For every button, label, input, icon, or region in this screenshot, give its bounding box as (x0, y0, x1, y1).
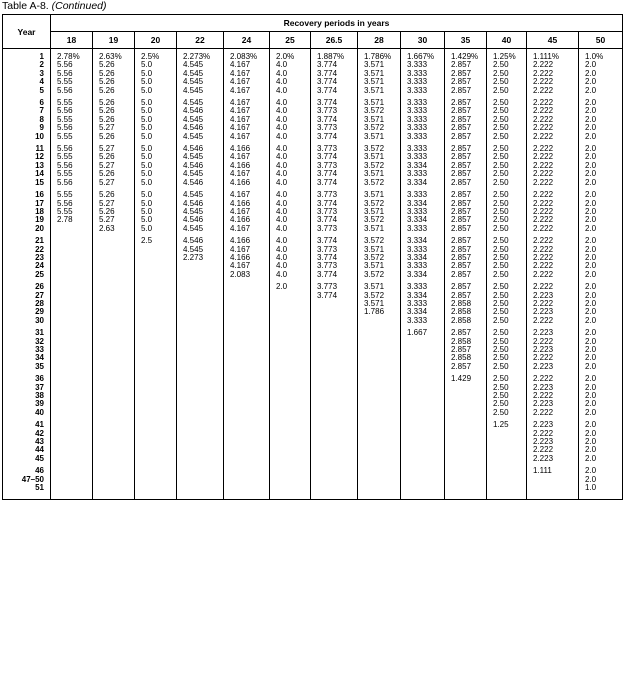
rate-cell: 4.546 4.545 2.273 (177, 233, 224, 279)
table-body (3, 49, 623, 500)
rate-cell: 2.50 2.50 2.50 2.50 2.50 (487, 95, 527, 141)
rate-cell (93, 279, 135, 325)
rate-cell (224, 417, 270, 463)
rate-cell (135, 417, 177, 463)
table-number: Table A-8. (2, 0, 49, 12)
rate-cell: 1.429% 2.857 2.857 2.857 2.857 (445, 49, 487, 96)
rate-cell (224, 279, 270, 325)
year-cell: 11 12 13 14 15 (3, 141, 51, 187)
year-cell: 46 47–50 51 (3, 463, 51, 499)
rate-cell (358, 417, 401, 463)
rate-cell: 2.0 2.0 1.0 (579, 463, 623, 499)
year-group-row (3, 95, 623, 141)
rate-cell: 3.773 3.774 3.773 3.774 3.773 (311, 187, 358, 233)
rate-cell: 3.333 3.334 3.333 3.334 3.333 (401, 187, 445, 233)
year-group-row (3, 417, 623, 463)
year-cell: 6 7 8 9 10 (3, 95, 51, 141)
rate-cell: 2.222 2.222 2.222 2.222 2.222 (527, 187, 579, 233)
rate-cell: 2.222 2.223 2.222 2.223 2.222 (527, 279, 579, 325)
rate-cell (51, 233, 93, 279)
continued-label: (Continued) (51, 0, 107, 12)
rate-cell (358, 463, 401, 499)
year-group-row (3, 325, 623, 371)
rate-cell: 1.111 (527, 463, 579, 499)
period-header: 50 (579, 32, 623, 49)
period-header: 18 (51, 32, 93, 49)
rate-cell (135, 279, 177, 325)
rate-cell (224, 325, 270, 371)
rate-cell: 3.774 3.773 3.774 3.773 3.774 (311, 95, 358, 141)
rate-cell: 2.222 2.223 2.222 2.223 2.222 (527, 371, 579, 417)
rate-cell (51, 463, 93, 499)
year-cell: 21 22 23 24 25 (3, 233, 51, 279)
rate-cell: 3.571 3.572 3.571 1.786 (358, 279, 401, 325)
rate-cell (135, 325, 177, 371)
year-group-row (3, 49, 623, 96)
rate-cell (311, 325, 358, 371)
rate-cell: 2.78% 5.56 5.56 5.55 5.56 (51, 49, 93, 96)
rate-cell: 3.572 3.571 3.572 3.571 3.572 (358, 233, 401, 279)
rate-cell: 2.0 2.0 2.0 2.0 2.0 (579, 233, 623, 279)
rate-cell: 2.50 2.50 2.50 2.50 2.50 (487, 187, 527, 233)
rate-cell: 2.50 2.50 2.50 2.50 2.50 (487, 325, 527, 371)
rate-cell: 5.0 5.0 5.0 5.0 5.0 (135, 187, 177, 233)
rate-cell (224, 371, 270, 417)
rate-cell: 2.5 (135, 233, 177, 279)
rate-cell (311, 417, 358, 463)
rate-cell: 1.667% 3.333 3.333 3.333 3.333 (401, 49, 445, 96)
rate-cell (311, 371, 358, 417)
rate-cell: 2.083% 4.167 4.167 4.167 4.167 (224, 49, 270, 96)
rate-cell: 1.667 (401, 325, 445, 371)
rate-cell: 3.333 3.333 3.333 3.333 3.333 (401, 95, 445, 141)
rate-cell: 4.167 4.167 4.167 4.167 4.167 (224, 95, 270, 141)
rate-cell (358, 325, 401, 371)
rate-cell: 2.63% 5.26 5.26 5.26 5.26 (93, 49, 135, 96)
rate-cell: 2.50 2.50 2.50 2.50 2.50 (487, 233, 527, 279)
rate-cell (51, 279, 93, 325)
period-header: 35 (445, 32, 487, 49)
period-header: 30 (401, 32, 445, 49)
rate-cell: 2.50 2.50 2.50 2.50 2.50 (487, 279, 527, 325)
rate-cell: 2.0 2.0 2.0 2.0 2.0 (579, 371, 623, 417)
rate-cell (177, 371, 224, 417)
rate-cell: 5.0 5.0 5.0 5.0 5.0 (135, 95, 177, 141)
rate-cell (135, 371, 177, 417)
rate-cell: 2.857 2.857 2.857 2.857 2.857 (445, 95, 487, 141)
rate-cell: 2.857 2.857 2.857 2.857 2.857 (445, 187, 487, 233)
rate-cell: 2.50 2.50 2.50 2.50 2.50 (487, 141, 527, 187)
rate-cell: 1.429 (445, 371, 487, 417)
period-header: 28 (358, 32, 401, 49)
year-group-row (3, 233, 623, 279)
rate-cell: 5.56 5.55 5.56 5.55 5.56 (51, 141, 93, 187)
rate-cell (93, 417, 135, 463)
rate-cell: 4.0 4.0 4.0 4.0 4.0 (270, 95, 311, 141)
rate-cell (51, 417, 93, 463)
rate-cell: 3.773 3.774 (311, 279, 358, 325)
rate-cell (270, 371, 311, 417)
rate-cell: 2.857 2.857 2.858 2.858 2.858 (445, 279, 487, 325)
year-cell: 1 2 3 4 5 (3, 49, 51, 96)
rate-cell: 5.26 5.27 5.26 5.27 2.63 (93, 187, 135, 233)
rate-cell (177, 463, 224, 499)
rate-cell: 2.50 2.50 2.50 2.50 2.50 (487, 371, 527, 417)
period-header: 25 (270, 32, 311, 49)
period-header: 19 (93, 32, 135, 49)
year-group-row (3, 187, 623, 233)
year-group-row (3, 371, 623, 417)
rate-cell (93, 371, 135, 417)
rate-cell: 1.25% 2.50 2.50 2.50 2.50 (487, 49, 527, 96)
rate-cell (51, 371, 93, 417)
rate-cell (270, 463, 311, 499)
rate-cell: 1.887% 3.774 3.774 3.774 3.774 (311, 49, 358, 96)
period-header: 20 (135, 32, 177, 49)
rate-cell: 1.111% 2.222 2.222 2.222 2.222 (527, 49, 579, 96)
rate-cell: 3.774 3.773 3.774 3.773 3.774 (311, 233, 358, 279)
year-group-row (3, 463, 623, 499)
period-header: 22 (177, 32, 224, 49)
rate-cell (93, 463, 135, 499)
rate-cell: 5.26 5.26 5.26 5.27 5.26 (93, 95, 135, 141)
period-header: 24 (224, 32, 270, 49)
rate-cell: 4.166 4.167 4.166 4.167 4.166 (224, 141, 270, 187)
rate-cell: 5.55 5.56 5.55 2.78 (51, 187, 93, 233)
rate-cell (311, 463, 358, 499)
rate-cell: 5.0 5.0 5.0 5.0 5.0 (135, 141, 177, 187)
rate-cell: 3.572 3.571 3.572 3.571 3.572 (358, 141, 401, 187)
rate-cell (135, 463, 177, 499)
rate-cell (270, 417, 311, 463)
rate-cell (177, 325, 224, 371)
rate-cell: 2.5% 5.0 5.0 5.0 5.0 (135, 49, 177, 96)
rate-cell: 2.0 2.0 2.0 2.0 2.0 (579, 95, 623, 141)
rate-cell: 1.0% 2.0 2.0 2.0 2.0 (579, 49, 623, 96)
rate-cell: 4.0 4.0 4.0 4.0 4.0 (270, 141, 311, 187)
rate-cell: 5.27 5.26 5.27 5.26 5.27 (93, 141, 135, 187)
rate-cell (401, 371, 445, 417)
rate-cell (93, 233, 135, 279)
rate-cell: 1.786% 3.571 3.571 3.571 3.571 (358, 49, 401, 96)
rate-cell: 2.223 2.222 2.223 2.222 2.223 (527, 417, 579, 463)
rate-cell (401, 417, 445, 463)
recovery-periods-table (2, 14, 623, 500)
rate-cell (445, 463, 487, 499)
rate-cell: 2.0 2.0 2.0 2.0 2.0 (579, 279, 623, 325)
rate-cell (487, 463, 527, 499)
year-cell: 31 32 33 34 35 (3, 325, 51, 371)
year-cell: 26 27 28 29 30 (3, 279, 51, 325)
year-group-row (3, 279, 623, 325)
rate-cell: 2.222 2.222 2.222 2.222 2.222 (527, 233, 579, 279)
rate-cell (177, 279, 224, 325)
rate-cell: 3.571 3.572 3.571 3.572 3.571 (358, 95, 401, 141)
year-cell: 36 37 38 39 40 (3, 371, 51, 417)
year-cell: 16 17 18 19 20 (3, 187, 51, 233)
rate-cell: 2.0 2.0 2.0 2.0 2.0 (579, 417, 623, 463)
rate-cell: 1.25 (487, 417, 527, 463)
rate-cell: 3.333 3.333 3.334 3.333 3.334 (401, 141, 445, 187)
rate-cell: 3.571 3.572 3.571 3.572 3.571 (358, 187, 401, 233)
rate-cell: 4.0 4.0 4.0 4.0 4.0 (270, 187, 311, 233)
rate-cell (445, 417, 487, 463)
rate-cell: 5.55 5.56 5.55 5.56 5.55 (51, 95, 93, 141)
table-caption (2, 0, 107, 13)
rate-cell: 2.857 2.857 2.857 2.857 2.857 (445, 233, 487, 279)
rate-cell: 2.0 2.0 2.0 2.0 2.0 (579, 325, 623, 371)
rate-cell (177, 417, 224, 463)
period-header: 45 (527, 32, 579, 49)
rate-cell: 2.222 2.222 2.222 2.222 2.222 (527, 141, 579, 187)
rate-cell: 4.0 4.0 4.0 4.0 4.0 (270, 233, 311, 279)
year-cell: 41 42 43 44 45 (3, 417, 51, 463)
rate-cell: 2.0 (270, 279, 311, 325)
rate-cell (358, 371, 401, 417)
rate-cell: 3.334 3.333 3.334 3.333 3.334 (401, 233, 445, 279)
rate-cell (401, 463, 445, 499)
rate-cell: 2.857 2.857 2.857 2.857 2.857 (445, 141, 487, 187)
rate-cell: 2.857 2.858 2.857 2.858 2.857 (445, 325, 487, 371)
rate-cell (51, 325, 93, 371)
period-header-row (3, 32, 623, 49)
rate-cell: 4.545 4.546 4.545 4.546 4.545 (177, 95, 224, 141)
rate-cell: 3.333 3.334 3.333 3.334 3.333 (401, 279, 445, 325)
year-header: Year (3, 15, 51, 49)
rate-cell: 2.222 2.222 2.222 2.222 2.222 (527, 95, 579, 141)
rate-cell: 4.546 4.545 4.546 4.545 4.546 (177, 141, 224, 187)
rate-cell: 4.167 4.166 4.167 4.166 4.167 (224, 187, 270, 233)
rate-cell: 2.0% 4.0 4.0 4.0 4.0 (270, 49, 311, 96)
rate-cell: 2.0 2.0 2.0 2.0 2.0 (579, 141, 623, 187)
rate-cell: 2.0 2.0 2.0 2.0 2.0 (579, 187, 623, 233)
period-header: 26.5 (311, 32, 358, 49)
rate-cell: 4.166 4.167 4.166 4.167 2.083 (224, 233, 270, 279)
rate-cell (224, 463, 270, 499)
recovery-periods-header: Recovery periods in years (51, 15, 623, 32)
year-group-row (3, 141, 623, 187)
rate-cell: 2.223 2.222 2.223 2.222 2.223 (527, 325, 579, 371)
rate-cell (93, 325, 135, 371)
rate-cell: 3.773 3.774 3.773 3.774 3.774 (311, 141, 358, 187)
rate-cell: 4.545 4.546 4.545 4.546 4.545 (177, 187, 224, 233)
rate-cell: 2.273% 4.545 4.545 4.545 4.545 (177, 49, 224, 96)
rate-cell (270, 325, 311, 371)
period-header: 40 (487, 32, 527, 49)
